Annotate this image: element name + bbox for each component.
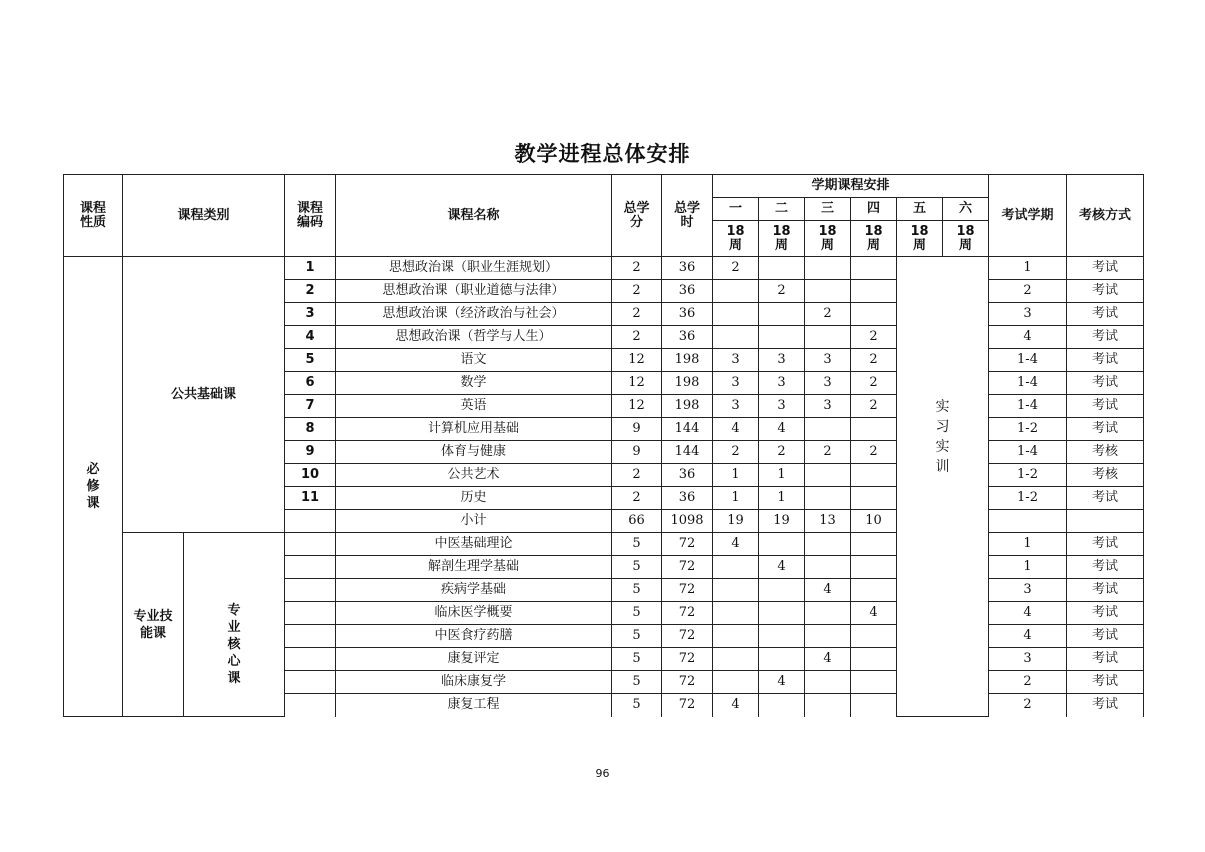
term-hours: 2 xyxy=(851,349,897,372)
term-hours: 13 xyxy=(805,510,851,533)
term-hours xyxy=(713,326,759,349)
course-hours: 36 xyxy=(662,326,713,349)
term-hours: 2 xyxy=(851,326,897,349)
term-hours xyxy=(713,579,759,602)
term-hours: 3 xyxy=(759,349,805,372)
course-hours: 198 xyxy=(662,395,713,418)
course-code: 6 xyxy=(285,372,336,395)
course-name: 解剖生理学基础 xyxy=(336,556,612,579)
term-weeks: 18 周 xyxy=(713,221,759,257)
term-hours: 3 xyxy=(713,372,759,395)
course-hours: 36 xyxy=(662,257,713,280)
term-weeks: 18 周 xyxy=(897,221,943,257)
course-code: 8 xyxy=(285,418,336,441)
course-credits: 12 xyxy=(612,395,662,418)
term-hours: 2 xyxy=(713,441,759,464)
term-header: 一 xyxy=(713,198,759,221)
assessment-method: 考试 xyxy=(1067,303,1144,326)
course-hours: 144 xyxy=(662,441,713,464)
term-hours xyxy=(805,418,851,441)
course-name: 历史 xyxy=(336,487,612,510)
course-code xyxy=(285,510,336,533)
term-header: 五 xyxy=(897,198,943,221)
term-hours xyxy=(851,556,897,579)
header-nature: 课程 性质 xyxy=(64,175,123,257)
course-credits: 5 xyxy=(612,671,662,694)
course-hours: 1098 xyxy=(662,510,713,533)
header-credits: 总学 分 xyxy=(612,175,662,257)
course-code xyxy=(285,671,336,694)
assessment-method: 考试 xyxy=(1067,579,1144,602)
exam-term: 1 xyxy=(989,533,1067,556)
course-hours: 72 xyxy=(662,533,713,556)
course-name: 思想政治课（职业道德与法律） xyxy=(336,280,612,303)
exam-term: 1-4 xyxy=(989,349,1067,372)
header-schedule: 学期课程安排 xyxy=(713,175,989,198)
course-credits: 5 xyxy=(612,533,662,556)
course-code: 10 xyxy=(285,464,336,487)
assessment-method: 考试 xyxy=(1067,671,1144,694)
course-hours: 36 xyxy=(662,280,713,303)
term-hours xyxy=(805,671,851,694)
course-name: 英语 xyxy=(336,395,612,418)
course-credits: 5 xyxy=(612,625,662,648)
term-hours xyxy=(805,533,851,556)
header-assessment: 考核方式 xyxy=(1067,175,1144,257)
term-hours xyxy=(851,464,897,487)
term-hours xyxy=(851,671,897,694)
course-name: 计算机应用基础 xyxy=(336,418,612,441)
header-category: 课程类别 xyxy=(123,175,285,257)
term-hours: 19 xyxy=(713,510,759,533)
course-name: 康复评定 xyxy=(336,648,612,671)
assessment-method: 考试 xyxy=(1067,556,1144,579)
term-header: 四 xyxy=(851,198,897,221)
assessment-method: 考核 xyxy=(1067,441,1144,464)
term-hours xyxy=(759,303,805,326)
course-code xyxy=(285,648,336,671)
course-hours: 144 xyxy=(662,418,713,441)
term-hours xyxy=(805,694,851,717)
exam-term: 1-2 xyxy=(989,464,1067,487)
term-weeks: 18 周 xyxy=(851,221,897,257)
course-code: 2 xyxy=(285,280,336,303)
course-hours: 72 xyxy=(662,556,713,579)
header-exam-term: 考试学期 xyxy=(989,175,1067,257)
term-hours: 3 xyxy=(713,395,759,418)
term-hours: 2 xyxy=(851,441,897,464)
term-hours xyxy=(805,280,851,303)
course-credits: 2 xyxy=(612,303,662,326)
term-hours xyxy=(759,326,805,349)
course-name: 小计 xyxy=(336,510,612,533)
exam-term: 1-2 xyxy=(989,487,1067,510)
course-code xyxy=(285,556,336,579)
term-hours xyxy=(851,280,897,303)
assessment-method: 考试 xyxy=(1067,648,1144,671)
term-hours xyxy=(805,326,851,349)
course-code xyxy=(285,625,336,648)
term-hours xyxy=(713,648,759,671)
course-credits: 12 xyxy=(612,372,662,395)
term-hours: 3 xyxy=(805,349,851,372)
assessment-method: 考试 xyxy=(1067,694,1144,717)
term-hours: 10 xyxy=(851,510,897,533)
exam-term: 3 xyxy=(989,579,1067,602)
term-hours: 4 xyxy=(759,671,805,694)
table-row xyxy=(64,257,1144,280)
term-header: 六 xyxy=(943,198,989,221)
term-weeks: 18 周 xyxy=(805,221,851,257)
term-hours xyxy=(805,625,851,648)
term-hours xyxy=(759,602,805,625)
course-code: 1 xyxy=(285,257,336,280)
course-name: 体育与健康 xyxy=(336,441,612,464)
course-credits: 2 xyxy=(612,280,662,303)
term-hours xyxy=(851,257,897,280)
term-hours xyxy=(759,533,805,556)
course-credits: 5 xyxy=(612,556,662,579)
course-hours: 72 xyxy=(662,694,713,717)
exam-term: 1-4 xyxy=(989,372,1067,395)
header-code: 课程 编码 xyxy=(285,175,336,257)
term-hours xyxy=(851,533,897,556)
course-hours: 72 xyxy=(662,625,713,648)
course-hours: 198 xyxy=(662,349,713,372)
course-name: 思想政治课（哲学与人生） xyxy=(336,326,612,349)
exam-term: 1-4 xyxy=(989,441,1067,464)
term-hours: 4 xyxy=(713,533,759,556)
course-hours: 72 xyxy=(662,671,713,694)
exam-term: 1-2 xyxy=(989,418,1067,441)
term-hours: 19 xyxy=(759,510,805,533)
term-hours xyxy=(713,280,759,303)
exam-term: 2 xyxy=(989,694,1067,717)
term-hours: 2 xyxy=(759,441,805,464)
term-hours: 4 xyxy=(805,579,851,602)
course-name: 思想政治课（经济政治与社会） xyxy=(336,303,612,326)
course-name: 康复工程 xyxy=(336,694,612,717)
course-credits: 5 xyxy=(612,648,662,671)
course-name: 临床康复学 xyxy=(336,671,612,694)
term-hours xyxy=(851,625,897,648)
course-name: 语文 xyxy=(336,349,612,372)
term-hours xyxy=(759,257,805,280)
term-hours: 2 xyxy=(713,257,759,280)
subcategory-core: 专 业 核 心 课 xyxy=(184,533,285,717)
practice-training: 实 习 实 训 xyxy=(897,257,989,717)
course-code: 5 xyxy=(285,349,336,372)
term-hours: 1 xyxy=(713,487,759,510)
term-hours xyxy=(851,694,897,717)
term-weeks: 18 周 xyxy=(943,221,989,257)
page-number: 96 xyxy=(595,767,610,780)
assessment-method xyxy=(1067,510,1144,533)
exam-term: 4 xyxy=(989,326,1067,349)
term-hours xyxy=(805,487,851,510)
exam-term xyxy=(989,510,1067,533)
term-hours xyxy=(713,625,759,648)
assessment-method: 考试 xyxy=(1067,487,1144,510)
exam-term: 2 xyxy=(989,280,1067,303)
course-hours: 72 xyxy=(662,648,713,671)
term-hours xyxy=(805,556,851,579)
term-hours xyxy=(851,303,897,326)
exam-term: 4 xyxy=(989,625,1067,648)
term-hours xyxy=(805,464,851,487)
course-credits: 9 xyxy=(612,418,662,441)
course-credits: 2 xyxy=(612,326,662,349)
course-name: 公共艺术 xyxy=(336,464,612,487)
assessment-method: 考试 xyxy=(1067,625,1144,648)
term-hours: 2 xyxy=(851,395,897,418)
course-credits: 9 xyxy=(612,441,662,464)
category-public: 公共基础课 xyxy=(123,257,285,533)
course-credits: 5 xyxy=(612,602,662,625)
course-hours: 198 xyxy=(662,372,713,395)
course-code xyxy=(285,579,336,602)
term-hours: 4 xyxy=(851,602,897,625)
assessment-method: 考试 xyxy=(1067,533,1144,556)
term-hours: 2 xyxy=(805,441,851,464)
term-hours: 3 xyxy=(759,395,805,418)
assessment-method: 考试 xyxy=(1067,257,1144,280)
course-nature: 必 修 课 xyxy=(64,257,123,717)
exam-term: 3 xyxy=(989,648,1067,671)
term-hours: 2 xyxy=(759,280,805,303)
term-hours: 2 xyxy=(805,303,851,326)
term-hours: 1 xyxy=(713,464,759,487)
assessment-method: 考核 xyxy=(1067,464,1144,487)
term-hours: 1 xyxy=(759,487,805,510)
term-hours: 4 xyxy=(713,694,759,717)
term-hours xyxy=(759,625,805,648)
header-name: 课程名称 xyxy=(336,175,612,257)
schedule-table xyxy=(63,174,1144,717)
course-credits: 2 xyxy=(612,487,662,510)
exam-term: 3 xyxy=(989,303,1067,326)
assessment-method: 考试 xyxy=(1067,372,1144,395)
course-hours: 36 xyxy=(662,303,713,326)
term-hours: 1 xyxy=(759,464,805,487)
term-hours xyxy=(713,602,759,625)
exam-term: 2 xyxy=(989,671,1067,694)
term-header: 三 xyxy=(805,198,851,221)
assessment-method: 考试 xyxy=(1067,418,1144,441)
term-hours xyxy=(759,648,805,671)
course-code: 11 xyxy=(285,487,336,510)
course-name: 临床医学概要 xyxy=(336,602,612,625)
category-professional: 专业技 能课 xyxy=(123,533,184,717)
term-header: 二 xyxy=(759,198,805,221)
exam-term: 1 xyxy=(989,257,1067,280)
term-hours: 4 xyxy=(759,418,805,441)
term-hours: 3 xyxy=(805,372,851,395)
course-name: 思想政治课（职业生涯规划） xyxy=(336,257,612,280)
term-hours xyxy=(759,579,805,602)
course-code xyxy=(285,602,336,625)
course-code: 4 xyxy=(285,326,336,349)
assessment-method: 考试 xyxy=(1067,602,1144,625)
term-hours xyxy=(851,648,897,671)
course-name: 中医基础理论 xyxy=(336,533,612,556)
term-hours: 2 xyxy=(851,372,897,395)
term-weeks: 18 周 xyxy=(759,221,805,257)
term-hours: 4 xyxy=(713,418,759,441)
term-hours xyxy=(805,257,851,280)
header-hours: 总学 时 xyxy=(662,175,713,257)
course-code: 7 xyxy=(285,395,336,418)
course-code xyxy=(285,694,336,717)
term-hours xyxy=(713,556,759,579)
course-code: 9 xyxy=(285,441,336,464)
course-name: 数学 xyxy=(336,372,612,395)
course-hours: 72 xyxy=(662,602,713,625)
term-hours xyxy=(805,602,851,625)
exam-term: 1 xyxy=(989,556,1067,579)
term-hours: 4 xyxy=(805,648,851,671)
course-credits: 2 xyxy=(612,257,662,280)
term-hours: 3 xyxy=(805,395,851,418)
term-hours xyxy=(759,694,805,717)
term-hours xyxy=(713,671,759,694)
course-name: 疾病学基础 xyxy=(336,579,612,602)
assessment-method: 考试 xyxy=(1067,326,1144,349)
term-hours: 3 xyxy=(713,349,759,372)
course-hours: 72 xyxy=(662,579,713,602)
assessment-method: 考试 xyxy=(1067,395,1144,418)
assessment-method: 考试 xyxy=(1067,349,1144,372)
term-hours: 3 xyxy=(759,372,805,395)
course-code xyxy=(285,533,336,556)
course-hours: 36 xyxy=(662,464,713,487)
course-credits: 66 xyxy=(612,510,662,533)
course-credits: 5 xyxy=(612,694,662,717)
term-hours xyxy=(851,579,897,602)
term-hours: 4 xyxy=(759,556,805,579)
course-hours: 36 xyxy=(662,487,713,510)
course-credits: 5 xyxy=(612,579,662,602)
exam-term: 1-4 xyxy=(989,395,1067,418)
term-hours xyxy=(851,487,897,510)
term-hours xyxy=(851,418,897,441)
assessment-method: 考试 xyxy=(1067,280,1144,303)
term-hours xyxy=(713,303,759,326)
course-code: 3 xyxy=(285,303,336,326)
course-credits: 2 xyxy=(612,464,662,487)
page-title: 教学进程总体安排 xyxy=(514,142,691,166)
course-credits: 12 xyxy=(612,349,662,372)
exam-term: 4 xyxy=(989,602,1067,625)
course-name: 中医食疗药膳 xyxy=(336,625,612,648)
